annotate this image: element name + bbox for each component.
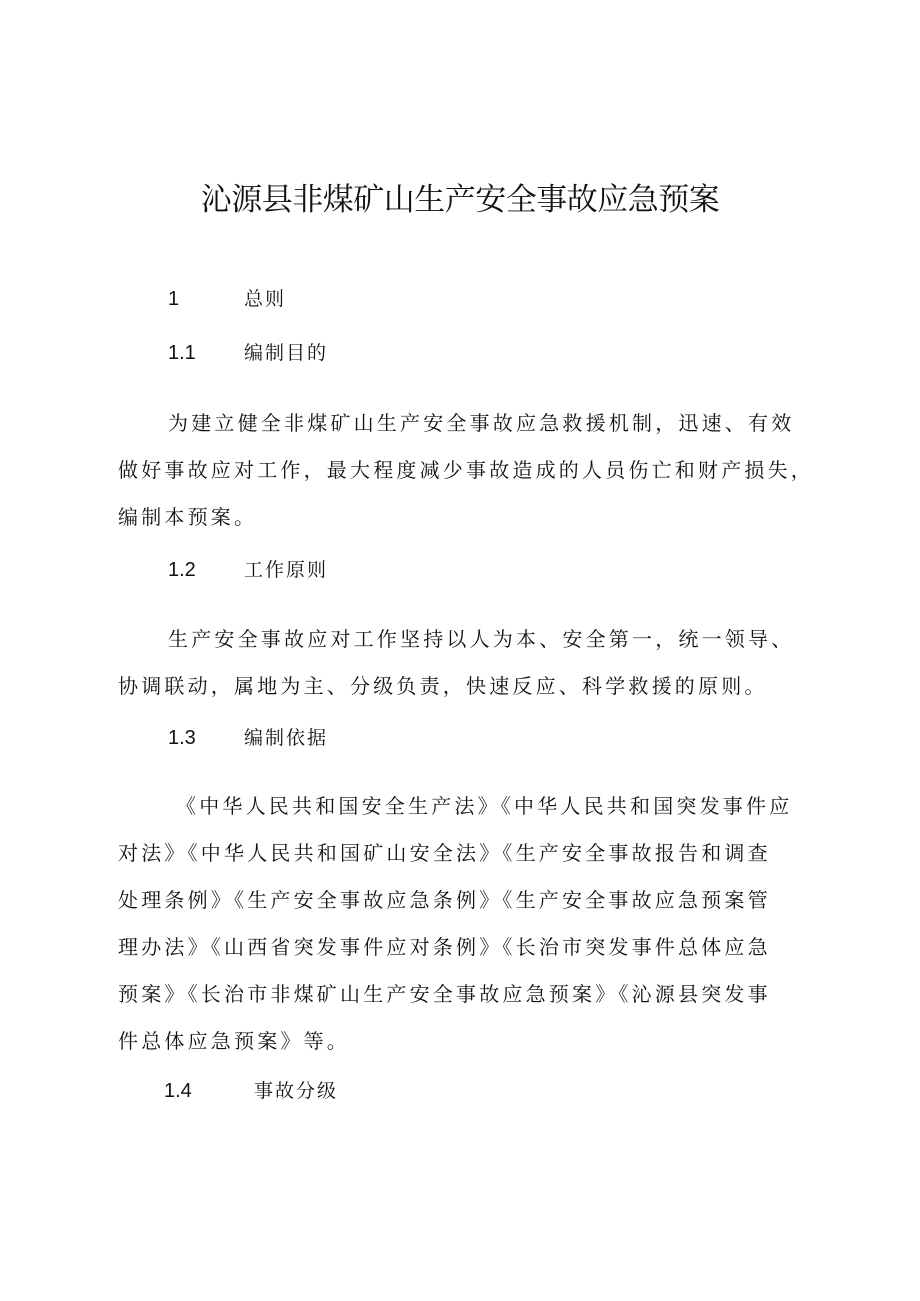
section-title: 总则 bbox=[244, 288, 287, 310]
section-number: 1 bbox=[168, 288, 180, 310]
paragraph-line: 《中华人民共和国安全生产法》《中华人民共和国突发事件应 bbox=[176, 794, 793, 818]
paragraph-line: 预案》《长治市非煤矿山生产安全事故应急预案》《沁源县突发事 bbox=[118, 982, 771, 1006]
section-title: 工作原则 bbox=[244, 559, 329, 581]
paragraph-line: 为建立健全非煤矿山生产安全事故应急救援机制，迅速、有效 bbox=[168, 411, 795, 435]
paragraph-line: 件总体应急预案》等。 bbox=[118, 1029, 350, 1053]
section-title: 编制目的 bbox=[244, 342, 329, 364]
paragraph-line: 对法》《中华人民共和国矿山安全法》《生产安全事故报告和调查 bbox=[118, 841, 771, 865]
section-number: 1.4 bbox=[164, 1080, 192, 1102]
document-title: 沁源县非煤矿山生产安全事故应急预案 bbox=[200, 182, 720, 218]
paragraph-line: 编制本预案。 bbox=[118, 505, 258, 529]
section-title: 编制依据 bbox=[244, 727, 329, 749]
paragraph-line: 协调联动，属地为主、分级负责，快速反应、科学救援的原则。 bbox=[118, 674, 768, 698]
paragraph-purpose bbox=[118, 400, 814, 541]
section-heading-1-2 bbox=[168, 555, 468, 585]
section-title: 事故分级 bbox=[254, 1080, 339, 1102]
paragraph-basis bbox=[118, 783, 808, 1065]
section-heading-1-1 bbox=[168, 338, 468, 368]
section-heading-1-4 bbox=[164, 1076, 464, 1106]
section-number: 1.2 bbox=[168, 559, 196, 581]
section-heading-1-3 bbox=[168, 723, 468, 753]
paragraph-line: 理办法》《山西省突发事件应对条例》《长治市突发事件总体应急 bbox=[118, 935, 771, 959]
paragraph-line: 生产安全事故应对工作坚持以人为本、安全第一，统一领导、 bbox=[168, 627, 795, 651]
paragraph-line: 处理条例》《生产安全事故应急条例》《生产安全事故应急预案管 bbox=[118, 888, 771, 912]
paragraph-line: 做好事故应对工作，最大程度减少事故造成的人员伤亡和财产损失， bbox=[118, 458, 814, 482]
section-number: 1.1 bbox=[168, 342, 196, 364]
paragraph-principle bbox=[118, 616, 808, 710]
section-heading-1 bbox=[168, 284, 468, 314]
section-number: 1.3 bbox=[168, 727, 196, 749]
